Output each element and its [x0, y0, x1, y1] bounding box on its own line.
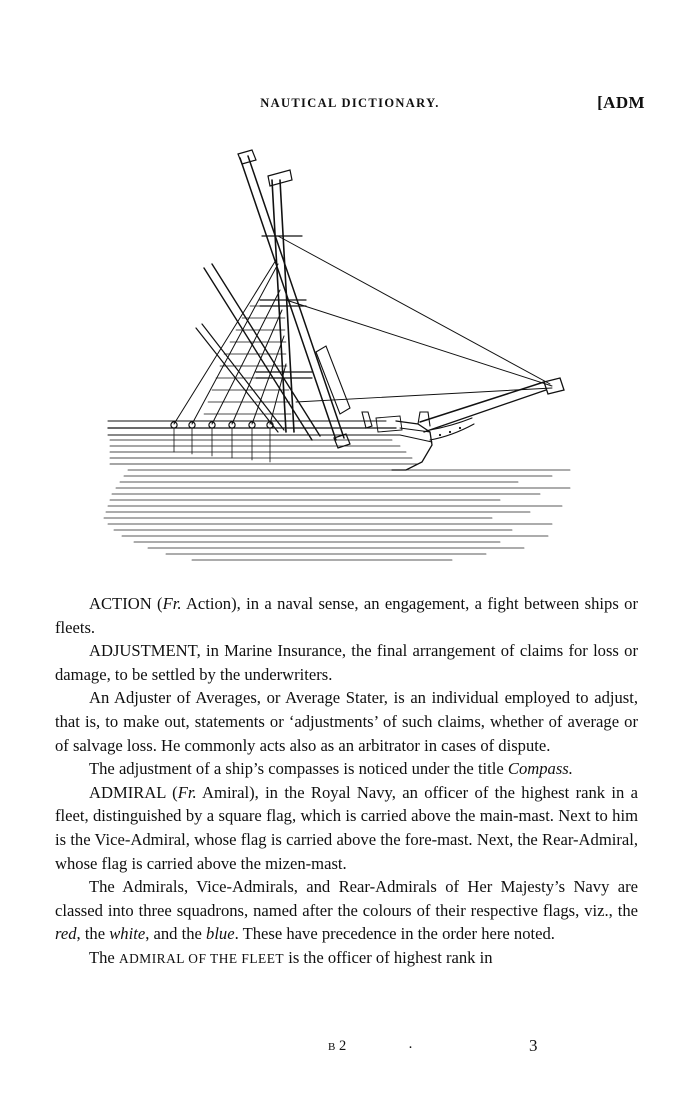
adjustment-text: , in Marine Insurance, the final arrangement of claims for loss or damage, to be settled by the underwriters. — [55, 641, 638, 684]
colour-blue: blue — [206, 924, 235, 944]
action-lang-abbr: Fr. — [162, 594, 182, 613]
entry-adjuster — [55, 686, 638, 757]
entry-adjustment — [55, 639, 638, 686]
signature-mark — [328, 1038, 346, 1055]
action-text: ), in a naval sense, an engagement, a fight between ships or fleets. — [55, 594, 638, 637]
squadrons-text-part1: The Admirals, Vice-Admirals, and Rear-Admirals of Her Majesty’s Navy are classed into three squadrons, named after the colours of their respective flags, viz., the — [55, 877, 638, 920]
adjuster-text-part2: of such claims, whether of average or of salvage loss. He commonly acts also as an arbitrator in cases of dispute. — [55, 711, 638, 755]
running-head — [55, 93, 645, 118]
admiral-text: ), in the Royal Navy, an officer of the highest rank in a fleet, distinguished by a square flag, which is carried above the main-mast. Next to him is the Vice-Admiral, whose flag is carried above the fore-mast. Next, the Rear-Admiral, whose flag is carried above the mizen-mast. — [55, 782, 639, 873]
action-foreign-form: Action — [185, 594, 232, 613]
admiral-foreign-form: Amiral — [202, 782, 250, 802]
admiral-lang-abbr: Fr. — [177, 782, 197, 802]
squadrons-sep1: , the — [76, 924, 110, 944]
adjuster-quoted-term: ‘adjustments’ — [288, 711, 378, 731]
page-footer — [55, 1038, 645, 1062]
fleet-text: is the officer of highest rank in — [284, 947, 493, 967]
colour-white: white — [109, 924, 146, 944]
page-title: NAUTICAL DICTIONARY. — [260, 96, 440, 110]
entry-compass-note — [55, 757, 638, 781]
signature-letter: B — [328, 1041, 336, 1053]
action-open: ( — [151, 594, 163, 613]
headword-admiral: ADMIRAL — [89, 782, 166, 802]
signature-number: 2 — [338, 1038, 347, 1054]
entry-action — [55, 592, 638, 639]
fleet-lead: The — [89, 947, 119, 967]
compass-note-text: The adjustment of a ship’s compasses is noticed under the title — [89, 759, 508, 779]
headword-adjustment: ADJUSTMENT — [89, 641, 197, 661]
entry-body — [55, 592, 638, 971]
squadrons-text-part2: . These have precedence in the order here noted. — [234, 924, 555, 944]
headword-action: ACTION — [89, 594, 152, 613]
squadrons-sep2: , and the — [145, 924, 207, 944]
term-admiral-of-the-fleet: ADMIRAL OF THE FLEET — [118, 950, 285, 966]
colour-red: red — [55, 924, 77, 944]
entry-admiral-of-the-fleet — [55, 946, 638, 971]
center-mark: · — [408, 1040, 413, 1056]
ship-engraving — [100, 140, 600, 570]
admiral-open: ( — [165, 782, 178, 802]
entry-squadrons — [55, 875, 638, 946]
adjuster-text-part1: An Adjuster of Averages, or Average Stater, is an individual employed to adjust, that is, to make out, statements or — [55, 688, 638, 731]
entry-admiral — [55, 781, 638, 875]
page-number: 3 — [529, 1036, 538, 1055]
running-head-folio: [ADM — [597, 93, 645, 112]
compass-cross-reference: Compass. — [507, 759, 573, 779]
